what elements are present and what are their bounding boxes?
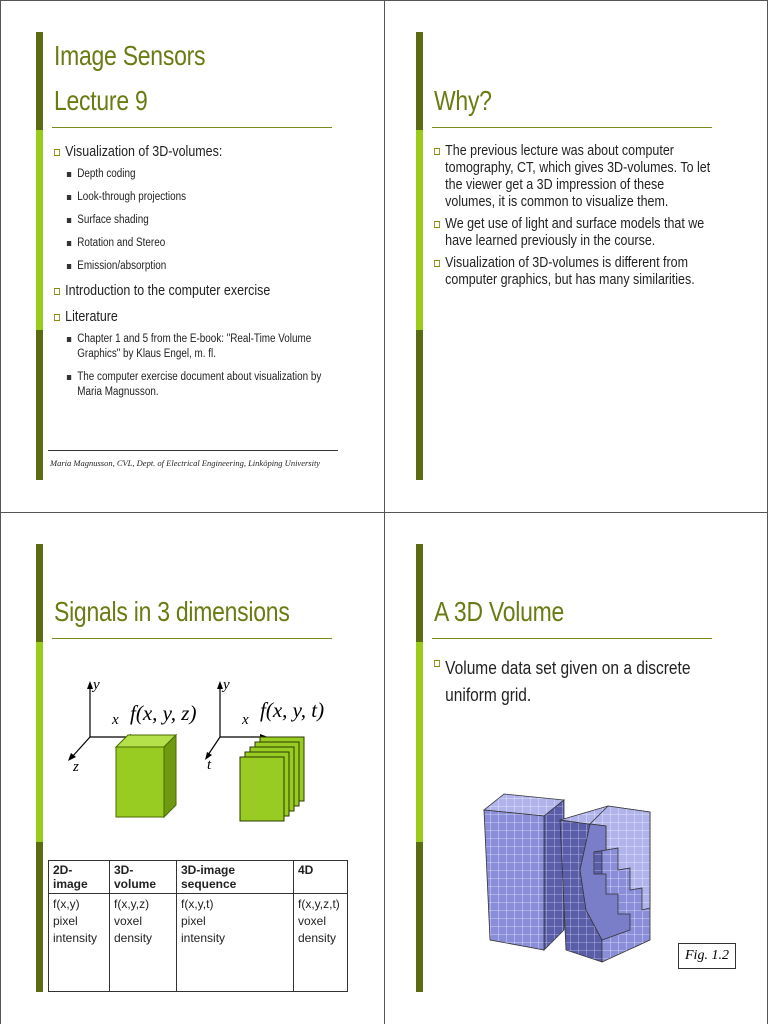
- list-item: Surface shading: [65, 213, 338, 228]
- bullet-list: [434, 655, 692, 718]
- accent-bar-dark-lower: [416, 842, 423, 992]
- voxel-block-right-cutaway: [560, 806, 650, 962]
- list-item: Introduction to the computer exercise: [54, 283, 338, 300]
- voxel-volume-figure: [482, 790, 672, 970]
- bullet-list: [54, 144, 338, 409]
- list-item: Visualization of 3D-volumes: Depth coding Look-through projections Surface shading Rotation and Stereo Emission/absorption: [54, 144, 338, 274]
- slide-1: [0, 0, 384, 512]
- accent-bar-dark: [36, 544, 43, 642]
- slide-title: A 3D Volume: [434, 596, 565, 627]
- axis-label-y: y: [223, 677, 230, 693]
- slide-footer: Maria Magnusson, CVL, Dept. of Electrical Engineering, Linköping University: [50, 458, 321, 468]
- sub-list: [65, 332, 338, 400]
- voxel-block-left: [484, 794, 564, 950]
- list-item: Depth coding: [65, 167, 338, 182]
- bullet-list: [434, 143, 714, 298]
- title-rule: [52, 638, 332, 639]
- accent-bar-light: [416, 130, 423, 330]
- table-row: [49, 894, 348, 992]
- title-rule: [52, 127, 332, 128]
- function-label-right: f(x, y, t): [260, 698, 325, 722]
- list-item: Volume data set given on a discrete uniform grid.: [434, 655, 692, 709]
- table-header-cell: 3D-volume: [110, 861, 177, 894]
- signals-figure: [60, 667, 360, 847]
- image-sequence-frames: [240, 737, 304, 821]
- accent-bar-light: [36, 130, 43, 330]
- list-item: Chapter 1 and 5 from the E-book: "Real-Time Volume Graphics" by Klaus Engel, m. fl.: [65, 332, 338, 362]
- table-header-cell: 2D-image: [49, 861, 110, 894]
- accent-bar-dark-lower: [416, 330, 423, 480]
- sub-list: [65, 167, 338, 274]
- table-cell: f(x,y,t) pixel intensity: [177, 894, 294, 992]
- signal-table: [48, 860, 348, 992]
- list-item: Look-through projections: [65, 190, 338, 205]
- list-item: The previous lecture was about computer tomography, CT, which gives 3D-volumes. To let the viewer get a 3D impression of these volumes, it is common to visualize them.: [434, 143, 714, 211]
- accent-bar-dark: [36, 32, 43, 130]
- accent-bar-light: [36, 642, 43, 842]
- slide-title: Signals in 3 dimensions: [54, 596, 290, 627]
- function-label-left: f(x, y, z): [130, 701, 197, 725]
- axis-label-z: z: [73, 759, 79, 775]
- slide-title: Why?: [434, 85, 492, 116]
- table-cell: f(x,y) pixel intensity: [49, 894, 110, 992]
- table-header-cell: 3D-image sequence: [177, 861, 294, 894]
- slide-title-line2: Lecture 9: [54, 85, 148, 116]
- list-item: Literature Chapter 1 and 5 from the E-book: "Real-Time Volume Graphics" by Klaus Engel, m. fl. The computer exercise document about visualization by Maria Magnusson.: [54, 309, 338, 400]
- axis-label-x: x: [242, 712, 249, 728]
- accent-bar-dark-lower: [36, 842, 43, 992]
- axis-label-x: x: [112, 712, 119, 728]
- list-item: Rotation and Stereo: [65, 236, 338, 251]
- footer-rule: [48, 450, 338, 451]
- list-item: The computer exercise document about visualization by Maria Magnusson.: [65, 370, 338, 400]
- accent-bar-dark-lower: [36, 330, 43, 480]
- accent-bar-dark: [416, 544, 423, 642]
- figure-caption: Fig. 1.2: [678, 943, 736, 969]
- table-header-cell: 4D: [294, 861, 348, 894]
- table-cell: f(x,y,z) voxel density: [110, 894, 177, 992]
- slide-3: [0, 512, 384, 1024]
- table-cell: f(x,y,z,t) voxel density: [294, 894, 348, 992]
- slide-4: [384, 512, 768, 1024]
- slide-title-line1: Image Sensors: [54, 40, 206, 71]
- accent-bar-dark: [416, 32, 423, 130]
- list-item: We get use of light and surface models that we have learned previously in the course.: [434, 216, 714, 250]
- axis-label-y: y: [93, 677, 100, 693]
- title-rule: [432, 638, 712, 639]
- title-rule: [432, 127, 712, 128]
- list-item: Visualization of 3D-volumes is different from computer graphics, but has many similarities.: [434, 255, 714, 289]
- axis-label-t: t: [207, 757, 212, 773]
- table-header-row: [49, 861, 348, 894]
- list-item: Emission/absorption: [65, 259, 338, 274]
- cube-3d-volume: [116, 735, 176, 817]
- accent-bar-light: [416, 642, 423, 842]
- slide-2: [384, 0, 768, 512]
